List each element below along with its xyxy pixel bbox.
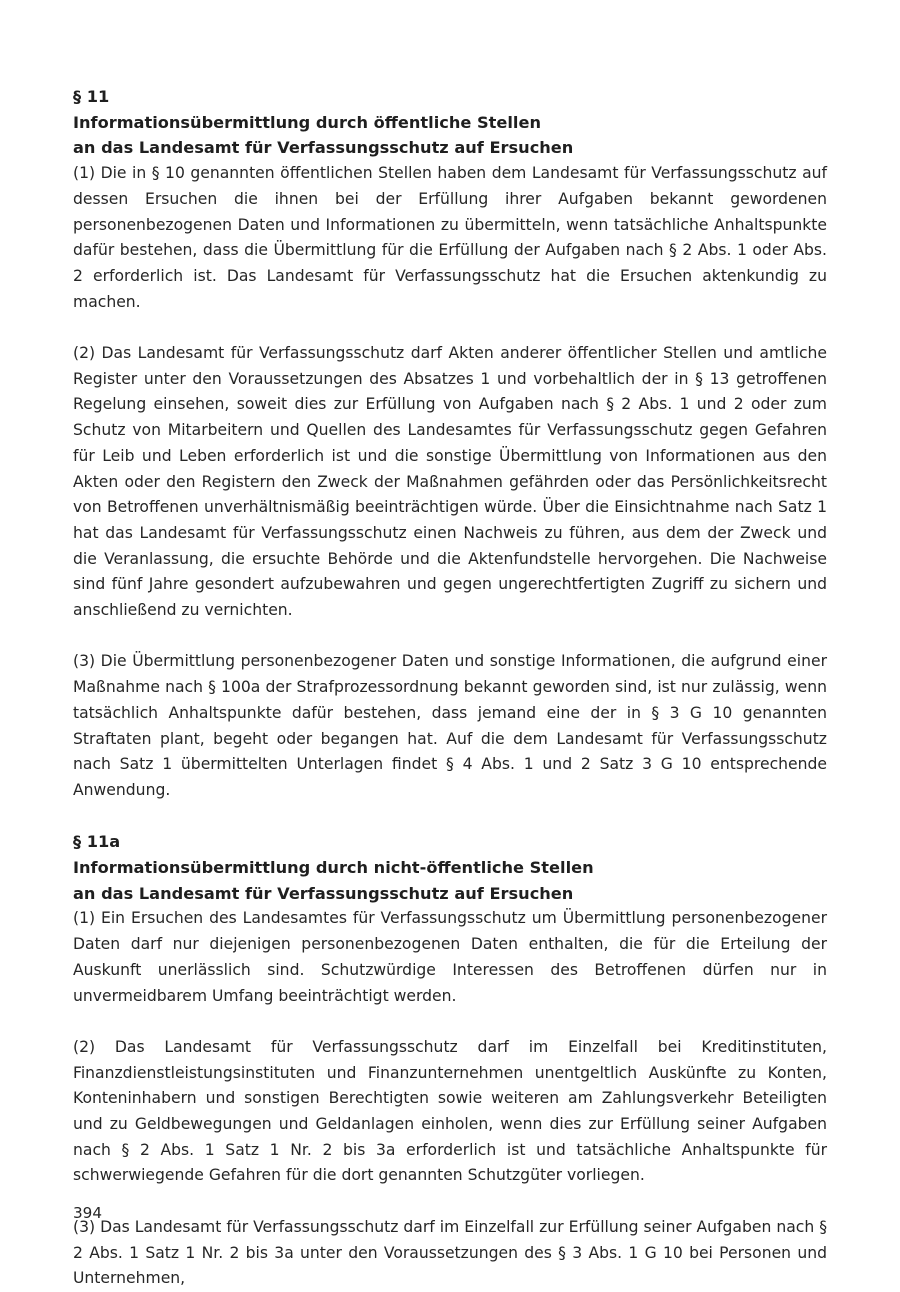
paragraph-2: (2) Das Landesamt für Verfassungsschutz darf im Einzelfall bei Kreditinstituten, Finanzdienstleistungsinstituten und Finanzunternehmen unentgeltlich Auskünfte zu Konten, Konteninhabern und sonstigen Berechtigten sowie weiteren am Zahlungsverkehr Beteiligten und zu Geldbewegungen und Geldanlagen einholen, wenn dies zur Erfüllung seiner Aufgaben nach § 2 Abs. 1 Satz 1 Nr. 2 bis 3a erforderlich ist und tatsächliche Anhaltspunkte für schwerwiegende Gefahren für die dort genannten Schutzgüter vorliegen. (73, 1037, 827, 1185)
section-title-line-2: an das Landesamt für Verfassungsschutz auf Ersuchen (73, 883, 574, 903)
document-page (73, 84, 827, 1292)
paragraph-1: (1) Die in § 10 genannten öffentlichen Stellen haben dem Landesamt für Verfassungsschutz auf dessen Ersuchen die ihnen bei der Erfüllung ihrer Aufgaben bekannt gewordenen personenbezogenen Daten und Informationen zu übermitteln, wenn tatsächliche Anhaltspunkte dafür bestehen, dass die Übermittlung für die Erfüllung der Aufgaben nach § 2 Abs. 1 oder Abs. 2 erforderlich ist. Das Landesamt für Verfassungsschutz hat die Ersuchen aktenkundig zu machen. (73, 164, 827, 311)
paragraph-3: (3) Die Übermittlung personenbezogener Daten und sonstige Informationen, die aufgrund einer Maßnahme nach § 100a der Strafprozessordnung bekannt geworden sind, ist nur zulässig, wenn tatsächlich Anhaltspunkte dafür bestehen, dass jemand eine der in § 3 G 10 genannten Straftaten plant, begeht oder begangen hat. Auf die dem Landesamt für Verfassungsschutz nach Satz 1 übermittelten Unterlagen findet § 4 Abs. 1 und 2 Satz 3 G 10 entsprechende Anwendung. (73, 652, 827, 799)
section-title-line-1: Informationsübermittlung durch öffentliche Stellen (73, 112, 541, 132)
paragraph-3: (3) Das Landesamt für Verfassungsschutz darf im Einzelfall zur Erfüllung seiner Aufgaben nach § 2 Abs. 1 Satz 1 Nr. 2 bis 3a unter den Voraussetzungen des § 3 Abs. 1 G 10 bei Personen und Unternehmen, (73, 1217, 827, 1288)
section-title-line-1: Informationsübermittlung durch nicht-öffentliche Stellen (73, 858, 594, 878)
section-number: § 11 (73, 87, 110, 106)
section-11 (73, 84, 827, 804)
paragraph-1: (1) Ein Ersuchen des Landesamtes für Verfassungsschutz um Übermittlung personenbezogener Daten darf nur diejenigen personenbezogenen Daten enthalten, die für die Erteilung der Auskunft unerlässlich sind. Schutzwürdige Interessen des Betroffenen dürfen nur in unvermeidbarem Umfang beeinträchtigt werden. (73, 909, 827, 1005)
section-11a (73, 829, 827, 1292)
page-number: 394 (73, 1204, 102, 1222)
section-title-line-2: an das Landesamt für Verfassungsschutz auf Ersuchen (73, 138, 574, 158)
section-number: § 11a (73, 832, 121, 852)
paragraph-2: (2) Das Landesamt für Verfassungsschutz darf Akten anderer öffentlicher Stellen und amtliche Register unter den Voraussetzungen des Absatzes 1 und vorbehaltlich der in § 13 getroffenen Regelung einsehen, soweit dies zur Erfüllung von Aufgaben nach § 2 Abs. 1 und 2 oder zum Schutz von Mitarbeitern und Quellen des Landesamtes für Verfassungsschutz gegen Gefahren für Leib und Leben erforderlich ist und die sonstige Übermittlung von Informationen aus den Akten oder den Registern den Zweck der Maßnahmen gefährden oder das Persönlichkeitsrecht von Betroffenen unverhältnismäßig beeinträchtigen würde. Über die Einsichtnahme nach Satz 1 hat das Landesamt für Verfassungsschutz einen Nachweis zu führen, aus dem der Zweck und die Veranlassung, die ersuchte Behörde und die Aktenfundstelle hervorgehen. Die Nachweise sind fünf Jahre gesondert aufzubewahren und gegen ungerechtfertigten Zugriff zu sichern und anschließend zu vernichten. (73, 344, 827, 620)
